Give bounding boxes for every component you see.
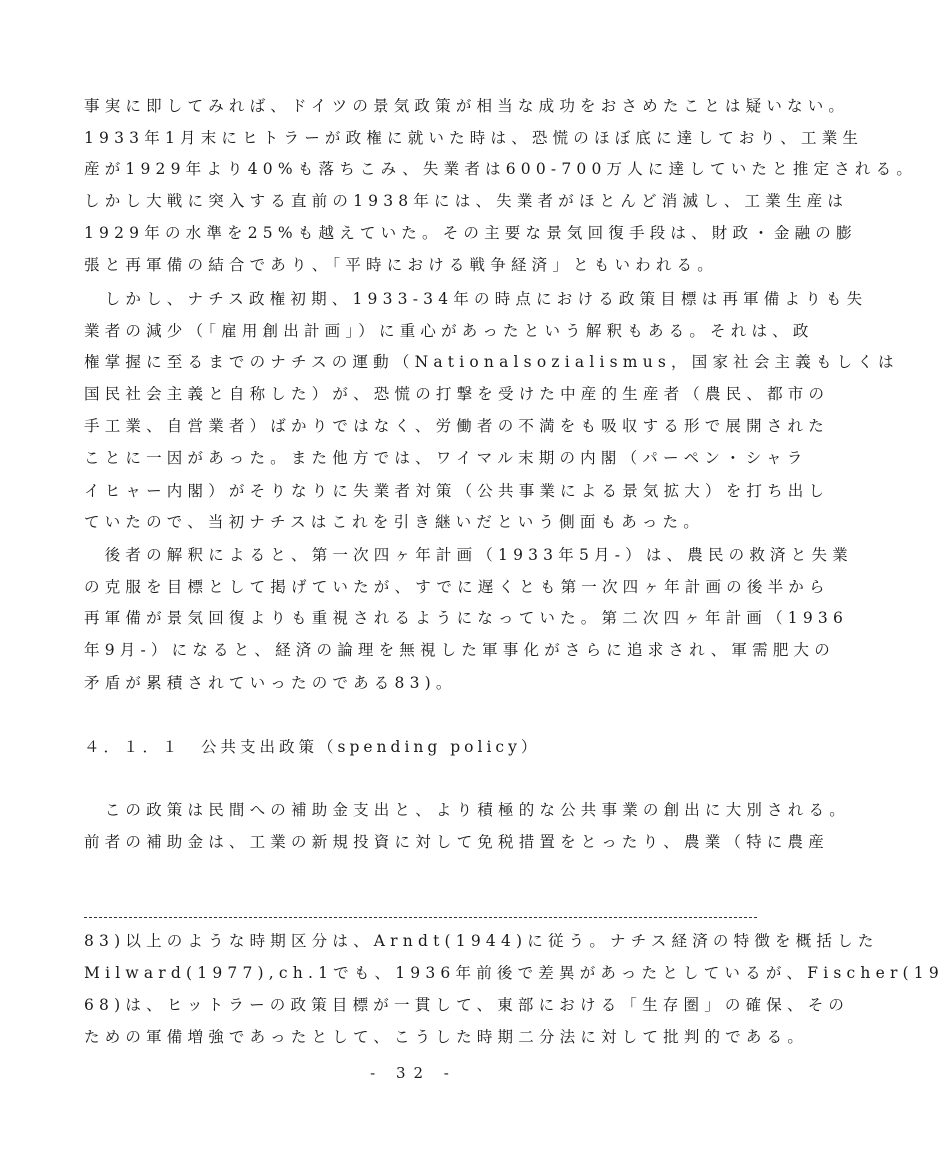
footnote-divider <box>84 917 757 918</box>
body-line: 権掌握に至るまでのナチスの運動（Nationalsozialismus，国家社会主義もしくは <box>84 353 899 371</box>
body-line: ことに一因があった。また他方では、ワイマル末期の内閣（パーペン・シャラ <box>84 449 808 467</box>
section-heading: ４．１．１ 公共支出政策（spending policy） <box>84 738 541 756</box>
body-line: 業者の減少（「雇用創出計画」）に重心があったという解釈もある。それは、政 <box>84 322 814 340</box>
body-line: 張と再軍備の結合であり、「平時における戦争経済」ともいわれる。 <box>84 256 718 274</box>
page-number: - 32 - <box>370 1064 457 1082</box>
body-line: 産が1929年より40%も落ちこみ、失業者は600-700万人に達していたと推定される。 <box>84 160 918 178</box>
body-line: しかし、ナチス政権初期、1933-34年の時点における政策目標は再軍備よりも失 <box>84 290 868 308</box>
body-line: しかし大戦に突入する直前の1938年には、失業者がほとんど消滅し、工業生産は <box>84 192 849 210</box>
footnote-line: Milward(1977),ch.1でも、1936年前後で差異があったとしているが、Fischer(19 <box>84 964 944 982</box>
footnote-line: ための軍備増強であったとして、こうした時期二分法に対して批判的である。 <box>84 1028 809 1046</box>
footnote-line: 83)以上のような時期区分は、Arndt(1944)に従う。ナチス経済の特徴を概括した <box>84 932 879 950</box>
body-line: の克服を目標として掲げていたが、すでに遅くとも第一次四ヶ年計画の後半から <box>84 578 830 596</box>
body-line: 1929年の水準を25%も越えていた。その主要な景気回復手段は、財政・金融の膨 <box>84 224 857 242</box>
body-line: この政策は民間への補助金支出と、より積極的な公共事業の創出に大別される。 <box>84 801 850 819</box>
footnote-line: 68)は、ヒットラーの政策目標が一貫して、東部における「生存圏」の確保、その <box>84 996 850 1014</box>
body-line: 前者の補助金は、工業の新規投資に対して免税措置をとったり、農業（特に農産 <box>84 833 829 851</box>
body-line: 1933年1月末にヒトラーが政権に就いた時は、恐慌のほぼ底に達しており、工業生 <box>84 129 864 147</box>
body-line: 矛盾が累積されていったのである83)。 <box>84 674 457 692</box>
body-line: 国民社会主義と自称した）が、恐慌の打撃を受けた中産的生産者（農民、都市の <box>84 385 830 403</box>
body-line: 後者の解釈によると、第一次四ヶ年計画（1933年5月-）は、農民の救済と失業 <box>84 546 853 564</box>
body-line: 事実に即してみれば、ドイツの景気政策が相当な成功をおさめたことは疑いない。 <box>84 97 850 115</box>
body-line: 年9月-）になると、経済の論理を無視した軍事化がさらに追求され、軍需肥大の <box>84 641 835 659</box>
body-line: 手工業、自営業者）ばかりではなく、労働者の不満をも吸収する形で展開された <box>84 417 829 435</box>
body-line: ていたので、当初ナチスはこれを引き継いだという側面もあった。 <box>84 513 704 531</box>
body-line: 再軍備が景気回復よりも重視されるようになっていた。第二次四ヶ年計画（1936 <box>84 609 849 627</box>
body-line: イヒャー内閣）がそりなりに失業者対策（公共事業による景気拡大）を打ち出し <box>84 482 830 500</box>
